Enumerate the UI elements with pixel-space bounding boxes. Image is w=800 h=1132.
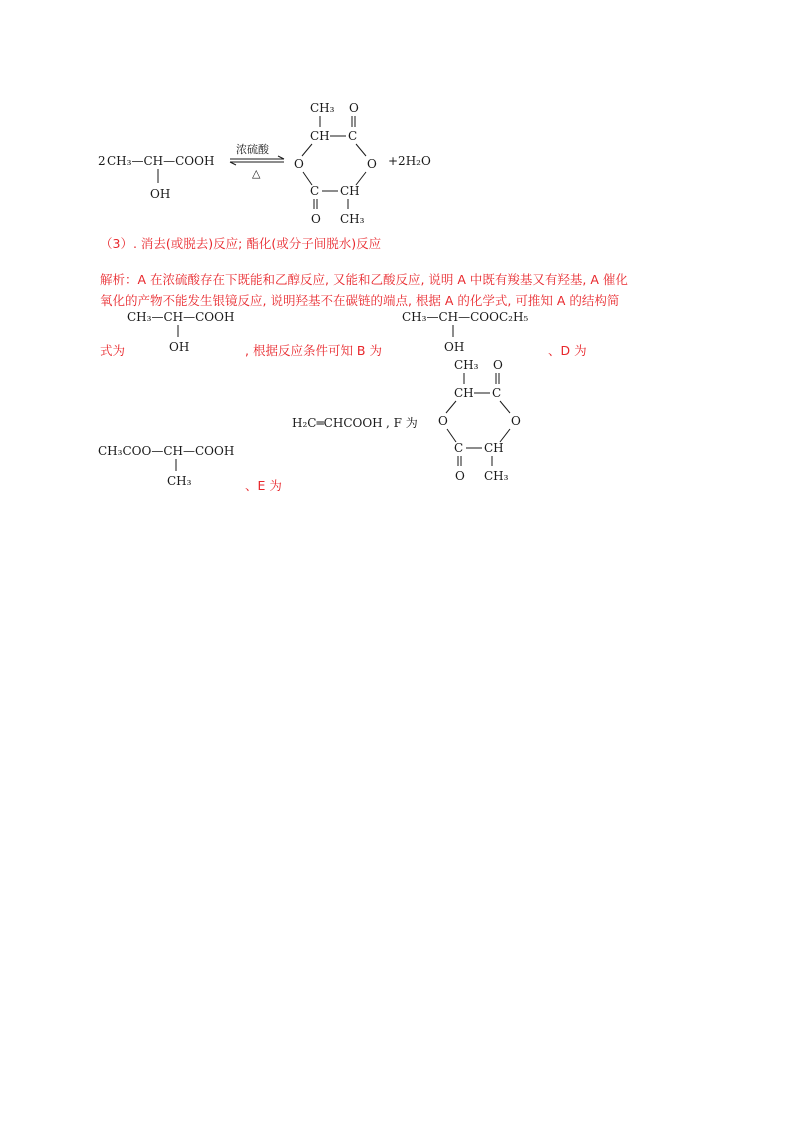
f-top-ch3: CH₃	[454, 358, 479, 372]
structure-b-oh: OH	[444, 340, 465, 354]
structure-d-formula: H₂C═CHCOOH	[292, 416, 383, 430]
reaction-svg	[90, 95, 470, 235]
ring-bottom-ch: CH	[340, 184, 360, 198]
analysis-shi-wei: 式为	[100, 343, 126, 358]
analysis-b-text: , 根据反应条件可知 B 为	[245, 343, 382, 358]
structure-e-formula: CH₃COO—CH—COOH	[98, 444, 235, 458]
f-top-ch: CH	[454, 386, 474, 400]
f-bottom-ch3: CH₃	[484, 469, 509, 483]
answer-3: （3）. 消去(或脱去)反应; 酯化(或分子间脱水)反应	[100, 236, 382, 251]
ring-top-ch: CH	[310, 129, 330, 143]
ring-top-o: O	[349, 101, 359, 115]
structure-a-oh: OH	[169, 340, 190, 354]
arrow-condition-top: 浓硫酸	[236, 143, 269, 156]
bond	[500, 401, 510, 413]
analysis-d-text: 、D 为	[548, 343, 587, 358]
bond	[446, 401, 456, 413]
arrow-condition-bottom: △	[252, 167, 261, 180]
structure-b	[400, 305, 560, 355]
analysis-e-text: 、E 为	[245, 478, 282, 493]
ring-top-ch3: CH₃	[310, 101, 335, 115]
f-bottom-c: C	[454, 441, 464, 455]
f-right-o: O	[511, 414, 521, 428]
ring-bottom-c: C	[310, 184, 320, 198]
ring-bottom-ch3: CH₃	[340, 212, 365, 226]
reactant-formula: CH₃—CH—COOH	[107, 154, 215, 168]
structure-e-ch3: CH₃	[167, 474, 192, 488]
product-water: +2H₂O	[388, 154, 431, 168]
ring-bottom-o: O	[311, 212, 321, 226]
bond	[356, 144, 366, 156]
f-left-o: O	[438, 414, 448, 428]
structure-a	[125, 305, 265, 355]
analysis-line-2: 氧化的产物不能发生银镜反应, 说明羟基不在碳链的端点, 根据 A 的化学式, 可推知 A 的结构简	[100, 293, 620, 308]
structure-b-formula: CH₃—CH—COOC₂H₅	[402, 310, 529, 324]
structure-d	[290, 412, 450, 434]
ring-top-c: C	[348, 129, 358, 143]
analysis-f-text: , F 为	[386, 416, 418, 430]
reactant-oh: OH	[150, 187, 171, 201]
f-top-c: C	[492, 386, 502, 400]
f-top-o: O	[493, 358, 503, 372]
bond	[302, 144, 312, 156]
f-bottom-o: O	[455, 469, 465, 483]
structure-a-formula: CH₃—CH—COOH	[127, 310, 235, 324]
reactant-coefficient: 2	[98, 154, 106, 168]
ring-right-o: O	[367, 157, 377, 171]
lactide-ring	[294, 101, 377, 226]
analysis-line-1: 解析：A 在浓硫酸存在下既能和乙醇反应, 又能和乙酸反应, 说明 A 中既有羧基又有羟基, A 催化	[100, 272, 628, 287]
structure-f-ring	[430, 352, 540, 492]
f-bottom-ch: CH	[484, 441, 504, 455]
structure-e	[96, 440, 266, 492]
ring-left-o: O	[294, 157, 304, 171]
